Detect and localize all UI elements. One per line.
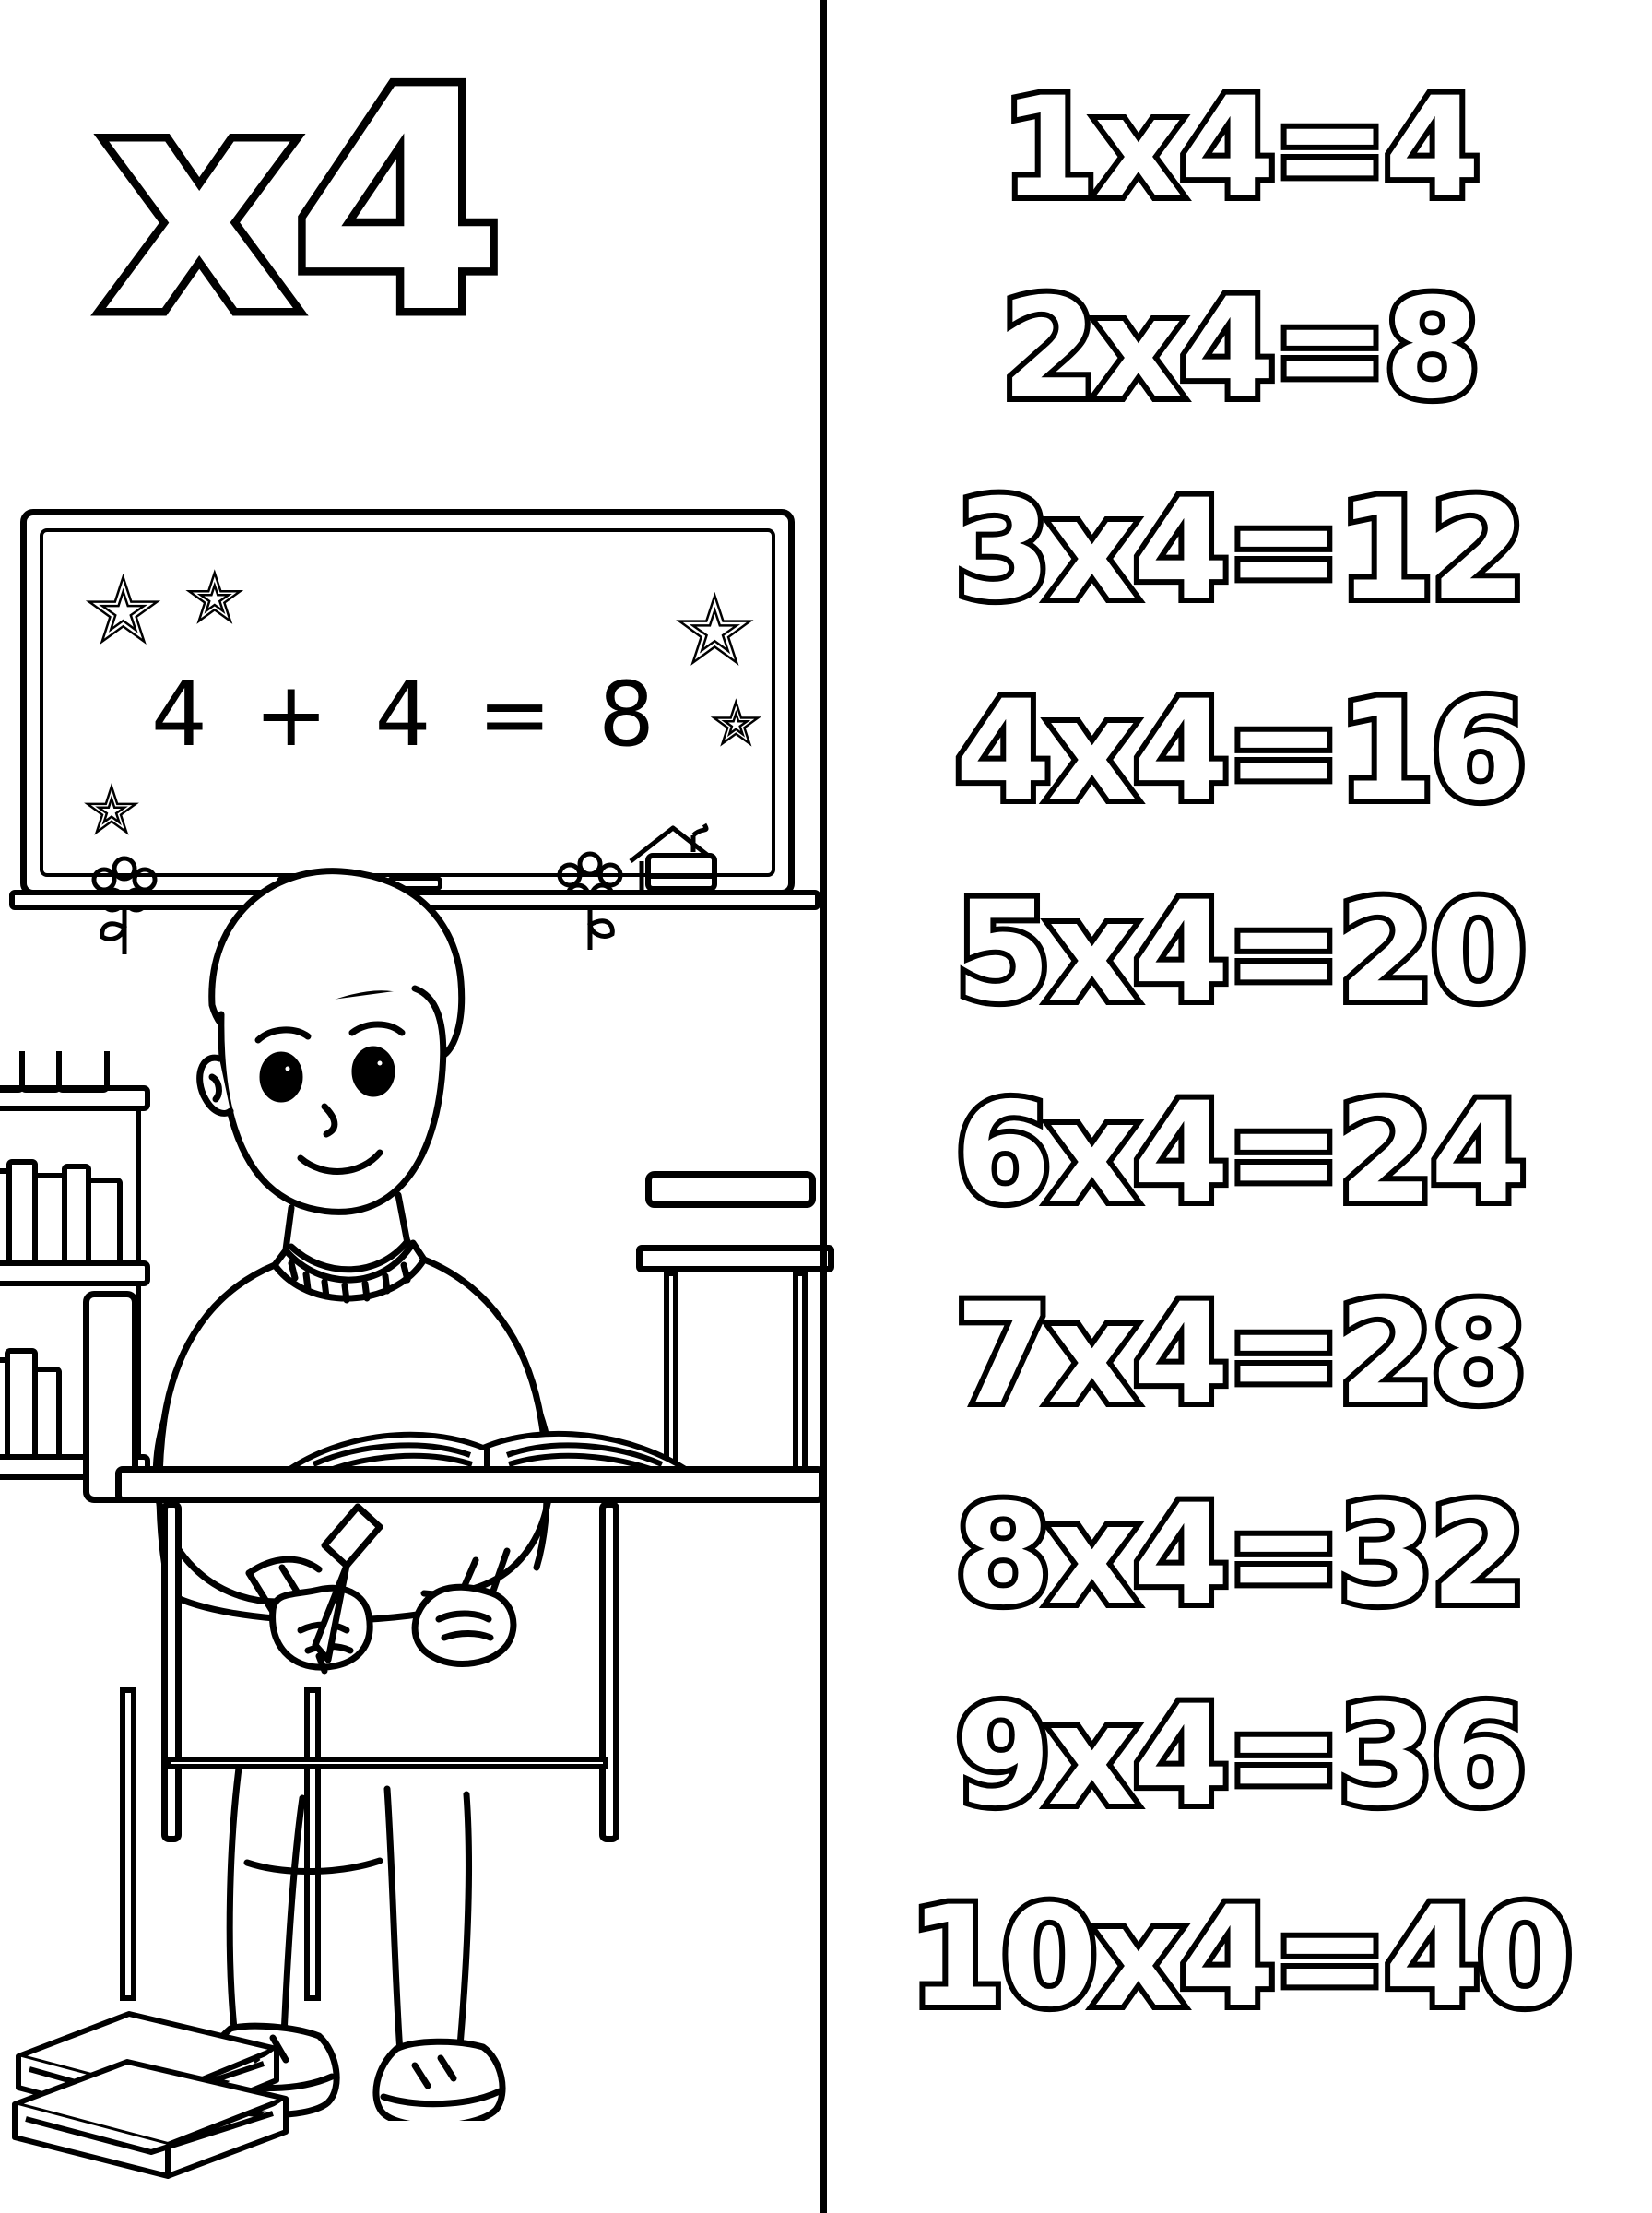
chalkboard-equation: 4 + 4 = 8 <box>150 663 665 766</box>
equation-row <box>826 651 1652 852</box>
page-title <box>101 26 691 380</box>
equation-row <box>826 1053 1652 1254</box>
equation-row <box>826 249 1652 450</box>
star-icon: ☆ <box>678 583 752 680</box>
desk-top <box>115 1466 825 1503</box>
equation-text: 2x4=8 <box>1001 269 1477 430</box>
equation-text: 8x4=32 <box>955 1475 1523 1636</box>
star-icon: ☆ <box>189 564 241 632</box>
equation-text: 5x4=20 <box>955 872 1523 1033</box>
second-desk-leg <box>793 1271 808 1483</box>
times-table-panel <box>826 0 1652 2213</box>
desk-crossbar <box>166 1757 608 1769</box>
star-icon: ☆ <box>88 565 159 657</box>
equation-text: 1x4=4 <box>1001 68 1477 229</box>
equation-row <box>826 1656 1652 1857</box>
star-icon: ☆ <box>714 697 758 752</box>
equation-text: 4x4=16 <box>955 671 1523 832</box>
equation-row <box>826 1254 1652 1455</box>
equation-text: 6x4=24 <box>955 1073 1523 1234</box>
equation-text: 9x4=36 <box>955 1676 1523 1837</box>
equation-row <box>826 450 1652 651</box>
equation-row <box>826 852 1652 1053</box>
equation-text: 10x4=40 <box>908 1877 1570 2038</box>
equation-row <box>826 48 1652 249</box>
equation-text: 3x4=12 <box>955 470 1523 631</box>
second-desk-top <box>636 1245 834 1272</box>
desk-leg <box>599 1501 620 1842</box>
page-title-text: x4 <box>101 26 499 380</box>
second-desk-backrest <box>645 1171 816 1208</box>
equation-row <box>826 1455 1652 1656</box>
desk-leg <box>161 1501 182 1842</box>
star-icon: ☆ <box>88 779 136 842</box>
equation-row <box>826 1857 1652 2058</box>
equation-text: 7x4=28 <box>955 1274 1523 1435</box>
floor-books <box>9 1992 295 2176</box>
